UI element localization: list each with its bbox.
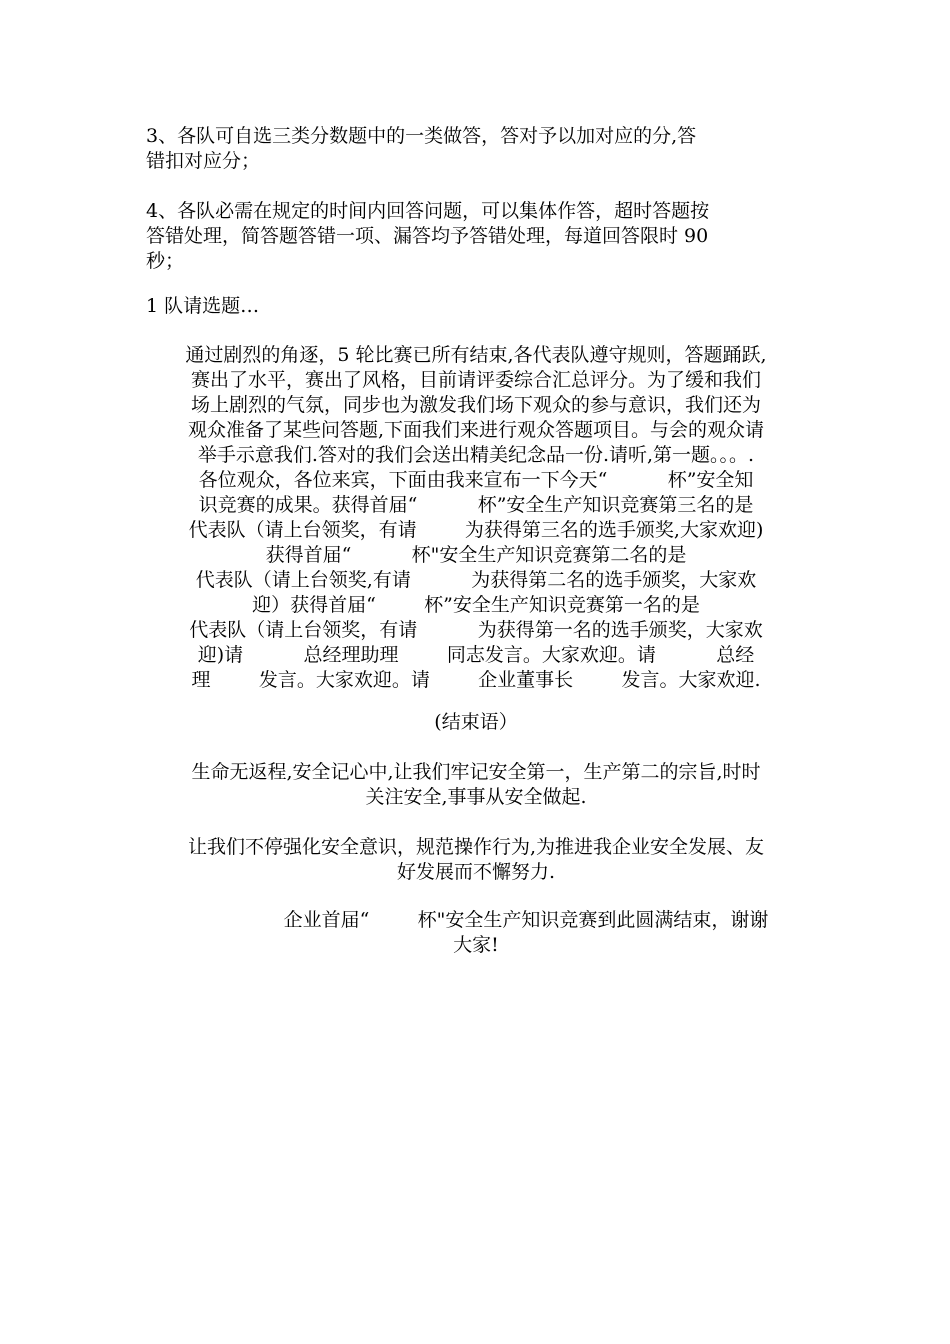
main-paragraph [146, 343, 806, 693]
text-line: 3、各队可自选三类分数题中的一类做答，答对予以加对应的分,答 [146, 125, 697, 147]
text-line: 秒； [146, 250, 185, 272]
closing-paragraph-2 [146, 835, 806, 885]
text-line: 企业首届“ 杯"安全生产知识竞赛到此圆满结束，谢谢 [283, 909, 769, 931]
rule-4-paragraph [146, 199, 806, 274]
text-line: 通过剧烈的角逐，5 轮比赛已所有结束,各代表队遵守规则，答题踊跃, [185, 344, 767, 366]
text-line: 举手示意我们.答对的我们会送出精美纪念品一份.请听,第一题。。。. [197, 444, 755, 466]
text-line: 让我们不停强化安全意识，规范操作行为,为推进我企业安全发展、友 [187, 836, 765, 858]
text-line: 代表队（请上台领奖,有请 为获得第二名的选手颁奖，大家欢 [195, 569, 757, 591]
text-line: 代表队（请上台领奖，有请 为获得第三名的选手颁奖,大家欢迎) [188, 519, 764, 541]
text-line: 迎）获得首届“ 杯”安全生产知识竞赛第一名的是 [252, 594, 700, 616]
text-line: 生命无返程,安全记心中,让我们牢记安全第一，生产第二的宗旨,时时 [191, 761, 761, 783]
closing-paragraph-1 [146, 760, 806, 810]
text-line: 代表队（请上台领奖，有请 为获得第一名的选手颁奖，大家欢 [189, 619, 763, 641]
text-line: 观众准备了某些问答题,下面我们来进行观众答题项目。与会的观众请 [187, 419, 765, 441]
text-line: (结束语） [434, 711, 518, 733]
text-line: 赛出了水平，赛出了风格，目前请评委综合汇总评分。为了缓和我们 [190, 369, 761, 391]
text-line: 关注安全,事事从安全做起. [365, 786, 587, 808]
rule-3-paragraph [146, 124, 806, 174]
closing-title [146, 710, 806, 735]
text-line: 各位观众，各位来宾，下面由我来宣布一下今天“ 杯”安全知 [198, 469, 754, 491]
team-select-line [146, 294, 806, 319]
text-line: 4、各队必需在规定的时间内回答问题，可以集体作答，超时答题按 [146, 200, 710, 222]
text-line: 迎)请 总经理助理 同志发言。大家欢迎。请 总经 [197, 644, 755, 666]
text-line: 错扣对应分； [146, 150, 261, 172]
text-line: 场上剧烈的气氛，同步也为激发我们场下观众的参与意识，我们还为 [190, 394, 761, 416]
text-line: 理 发言。大家欢迎。请 企业董事长 发言。大家欢迎. [191, 669, 761, 691]
text-line: 大家! [453, 934, 499, 956]
text-line: 识竞赛的成果。获得首届“ 杯”安全生产知识竞赛第三名的是 [198, 494, 754, 516]
text-line: 获得首届“ 杯"安全生产知识竞赛第二名的是 [265, 544, 687, 566]
closing-paragraph-3 [146, 908, 806, 958]
text-line: 1 队请选题… [146, 295, 260, 317]
text-line: 好发展而不懈努力. [396, 861, 556, 883]
text-line: 答错处理，简答题答错一项、漏答均予答错处理，每道回答限时 90 [146, 225, 709, 247]
